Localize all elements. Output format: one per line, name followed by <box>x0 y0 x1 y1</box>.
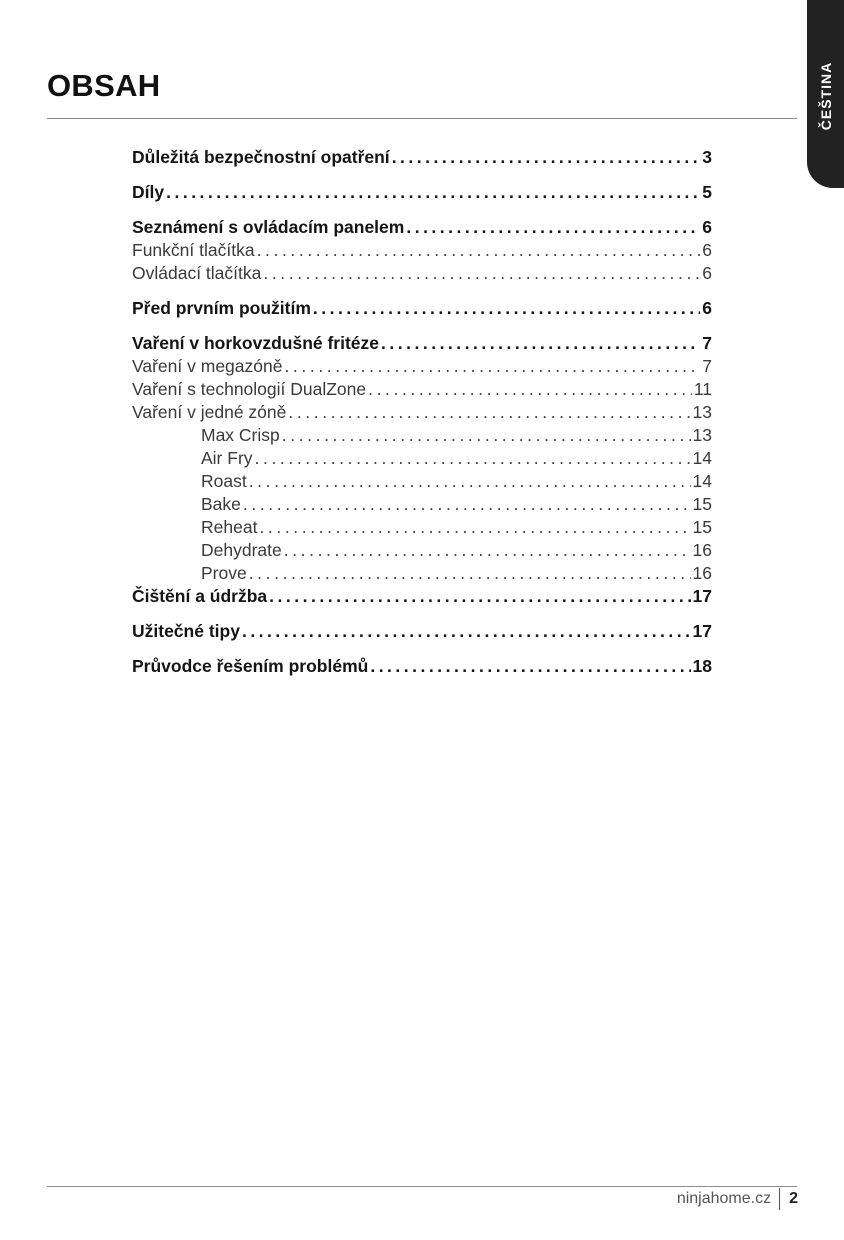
toc-entry-page: 5 <box>702 182 712 202</box>
footer-divider <box>47 1186 797 1187</box>
toc-entry-label: Funkční tlačítka <box>132 240 255 260</box>
toc-entry-page: 17 <box>692 621 712 641</box>
toc-entry-label: Vaření s technologií DualZone <box>132 379 367 399</box>
dot-leader <box>381 332 700 355</box>
toc-entry-label: Důležitá bezpečnostní opatření <box>132 147 390 167</box>
toc-entry[interactable] <box>132 470 712 493</box>
toc-entry[interactable] <box>132 216 712 239</box>
dot-leader <box>392 146 701 169</box>
toc-entry-page: 11 <box>693 379 712 399</box>
toc-entry-page: 6 <box>702 298 712 318</box>
dot-leader <box>282 424 691 447</box>
toc-entry-label: Před prvním použitím <box>132 298 311 318</box>
toc-entry-label: Vaření v jedné zóně <box>132 402 287 422</box>
toc-entry[interactable] <box>132 401 712 424</box>
toc-entry[interactable] <box>132 332 712 355</box>
dot-leader <box>249 562 691 585</box>
page-footer <box>677 1188 798 1210</box>
toc-entry-label: Vaření v megazóně <box>132 356 283 376</box>
toc-entry[interactable] <box>132 620 712 643</box>
footer-website: ninjahome.cz <box>676 1190 772 1207</box>
toc-entry[interactable] <box>132 424 712 447</box>
toc-entry[interactable] <box>132 585 712 608</box>
dot-leader <box>313 297 700 320</box>
toc-entry-label: Prove <box>201 563 247 583</box>
dot-leader <box>368 378 692 401</box>
dot-leader <box>249 470 691 493</box>
toc-entry-label: Vaření v horkovzdušné fritéze <box>132 333 380 353</box>
toc-entry-page: 13 <box>692 402 712 422</box>
toc-entry[interactable] <box>132 181 712 204</box>
dot-leader <box>284 355 700 378</box>
toc-entry-label: Díly <box>132 182 165 202</box>
toc-entry-page: 15 <box>692 517 712 537</box>
toc-entry-label: Roast <box>201 471 247 491</box>
toc-entry-page: 14 <box>692 471 712 491</box>
toc-entry-page: 14 <box>692 448 712 468</box>
toc-entry[interactable] <box>132 562 712 585</box>
toc-entry-label: Bake <box>201 494 241 514</box>
toc-entry-label: Seznámení s ovládacím panelem <box>132 217 405 237</box>
dot-leader <box>259 516 690 539</box>
toc-entry[interactable] <box>132 655 712 678</box>
toc-entry-page: 3 <box>702 147 712 167</box>
toc-entry[interactable] <box>132 378 712 401</box>
toc-entry-label: Reheat <box>201 517 258 537</box>
toc-entry-page: 6 <box>702 263 712 283</box>
toc-entry[interactable] <box>132 539 712 562</box>
dot-leader <box>263 262 700 285</box>
toc-entry-label: Užitečné tipy <box>132 621 240 641</box>
dot-leader <box>288 401 690 424</box>
toc-entry-label: Max Crisp <box>201 425 280 445</box>
toc-entry-page: 7 <box>702 333 712 353</box>
dot-leader <box>257 239 701 262</box>
toc-entry-page: 16 <box>692 540 712 560</box>
dot-leader <box>269 585 690 608</box>
language-tab-label: ČEŠTINA <box>817 61 834 131</box>
toc-entry-label: Ovládací tlačítka <box>132 263 262 283</box>
toc-entry-label: Dehydrate <box>201 540 282 560</box>
toc-entry[interactable] <box>132 297 712 320</box>
dot-leader <box>242 620 691 643</box>
toc-entry-page: 16 <box>692 563 712 583</box>
toc-entry[interactable] <box>132 355 712 378</box>
toc-entry[interactable] <box>132 493 712 516</box>
toc-entry-label: Air Fry <box>201 448 253 468</box>
dot-leader <box>255 447 691 470</box>
table-of-contents <box>132 146 712 678</box>
toc-entry[interactable] <box>132 516 712 539</box>
toc-entry-page: 15 <box>692 494 712 514</box>
language-tab <box>807 0 844 188</box>
footer-page-number: 2 <box>789 1190 798 1207</box>
toc-entry-label: Průvodce řešením problémů <box>132 656 369 676</box>
toc-entry[interactable] <box>132 262 712 285</box>
toc-entry-page: 7 <box>702 356 712 376</box>
toc-entry-page: 17 <box>692 586 712 606</box>
toc-entry-page: 13 <box>692 425 712 445</box>
title-divider <box>47 118 797 119</box>
dot-leader <box>243 493 691 516</box>
dot-leader <box>370 655 690 678</box>
toc-entry-label: Čištění a údržba <box>132 586 268 606</box>
dot-leader <box>406 216 700 239</box>
toc-entry-page: 6 <box>702 240 712 260</box>
dot-leader <box>284 539 691 562</box>
toc-entry-page: 18 <box>692 656 712 676</box>
toc-entry[interactable] <box>132 146 712 169</box>
toc-entry[interactable] <box>132 447 712 470</box>
dot-leader <box>166 181 700 204</box>
toc-entry-page: 6 <box>702 217 712 237</box>
toc-entry[interactable] <box>132 239 712 262</box>
page-title: OBSAH <box>47 68 161 103</box>
